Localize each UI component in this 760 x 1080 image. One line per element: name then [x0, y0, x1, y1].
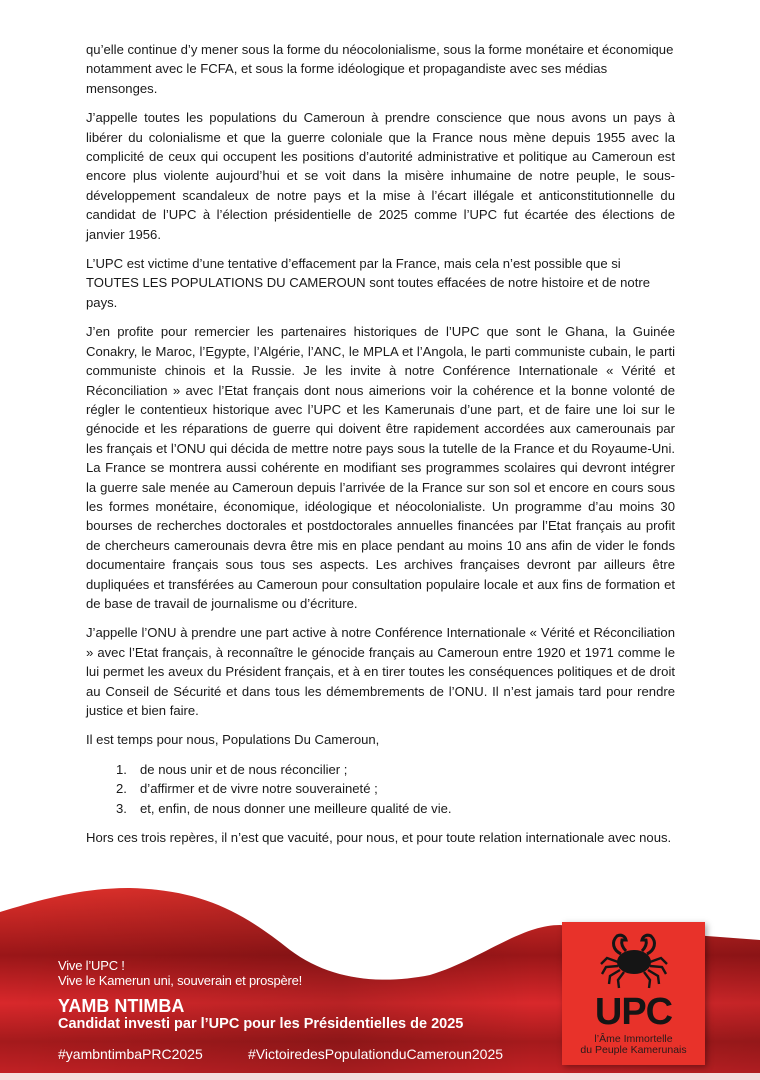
list-number: 1.	[116, 761, 127, 777]
logo-title: UPC	[594, 991, 673, 1033]
hashtag-victoire: #VictoiredesPopulationduCameroun2025	[248, 1046, 504, 1062]
upc-logo	[562, 922, 705, 1065]
list-number: 2.	[116, 781, 127, 797]
paragraph-thanks-partners: J’en profite pour remercier les partenaires historiques de l’UPC que sont le Ghana, la Guinée Conakry, le Maroc, l’Egypte, l’Algérie, l’ANC, le MPLA et l’Angola, le parti communiste cubain, le parti communiste chinois et la Russie. Je les invite à notre Conférence Internationale « Vérité et Réconciliation » avec l’Etat français dont nous aimerions voir la cohérence et la bonne volonté de régler le contentieux historique avec l’UPC et les Kamerunais d’une part, et de faire une loi sur le génocide et les réparations de guerre qui doivent être rapidement accordées aux camerounais par les français et l’ONU qui décida de mettre notre pays sous la tutelle de la France et du Royaume-Uni. La France se montrera aussi cohérente en modifiant ses programmes scolaires qui devront intégrer la guerre sale menée au Cameroun depuis l’arrivée de la France sur son sol et encore en cours sous les formes monétaire, économique, idéologique et néocolonialiste. Un programme d’au moins 30 bourses de recherches doctorales et postdoctorales annuelles financées par l’Etat français au profit de chercheurs camerounais devra être mis en place pendant au moins 10 ans afin de vider le fonds documentaire français sous tous ses aspects. Les archives françaises devront par ailleurs être dupliquées et transférées au Cameroun pour consultation populaire locale et aux fins de formation et de base de travail de journalisme ou d’écriture.	[86, 324, 675, 611]
crab-icon	[597, 932, 671, 992]
list-item	[116, 799, 675, 818]
slogans	[58, 958, 302, 988]
list-item	[116, 779, 675, 798]
paragraph-appeal-onu: J’appelle l’ONU à prendre une part active à notre Conférence Internationale « Vérité et Réconciliation » avec l’Etat français, à reconnaître le génocide français au Cameroun entre 1920 et 1971 comme le lui permet les aveux du Président français, et à en tirer toutes les conséquences politiques et de droit au Conseil de Sécurité et dans tous les démembrements de l’ONU. Il n’est jamais tard pour rendre justice et bien faire.	[86, 625, 675, 718]
candidate-name: YAMB NTIMBA	[58, 996, 185, 1016]
paragraph-closing: Hors ces trois repères, il n’est que vacuité, pour nous, et pour toute relation internationale avec nous.	[86, 830, 672, 846]
paragraph-upc-effacement: L’UPC est victime d’une tentative d’effacement par la France, mais cela n’est possible que si TOUTES LES POPULATIONS DU CAMEROUN sont toutes effacées de notre histoire et de notre pays.	[86, 256, 650, 310]
numbered-list	[86, 760, 675, 818]
logo-motto-line-2: du Peuple Kamerunais	[580, 1044, 687, 1056]
slogan-vive-upc: Vive l’UPC !	[58, 958, 125, 973]
candidate-subtitle: Candidat investi par l’UPC pour les Présidentielles de 2025	[58, 1016, 464, 1032]
list-text: et, enfin, de nous donner une meilleure qualité de vie.	[140, 800, 452, 816]
letter-body	[86, 40, 675, 857]
list-text: de nous unir et de nous réconcilier ;	[140, 761, 348, 777]
slogan-vive-kamerun: Vive le Kamerun uni, souverain et prospère!	[58, 973, 303, 988]
hashtag-yambntimba: #yambntimbaPRC2025	[58, 1046, 203, 1062]
paragraph-time-for-us: Il est temps pour nous, Populations Du Cameroun,	[86, 732, 380, 748]
list-text: d’affirmer et de vivre notre souveraineté ;	[140, 781, 378, 797]
campaign-footer-banner	[0, 880, 760, 1080]
list-number: 3.	[116, 800, 127, 816]
paragraph-neocolonialism: qu’elle continue d’y mener sous la forme du néocolonialisme, sous la forme monétaire et économique notamment avec le FCFA, et sous la forme idéologique et propagandiste avec ses médias mensonges.	[86, 42, 674, 96]
paragraph-appeal-populations: J’appelle toutes les populations du Cameroun à prendre conscience que nous avons un pays à libérer du colonialisme et que la guerre coloniale que la France nous mène depuis 1955 avec la complicité de ceux qui occupent les positions d’autorité administrative et politique au Cameroun est encore plus violente aujourd’hui et se voit dans la misère inhumaine de notre peuple, le sous-développement scandaleux de notre pays et la mise à l’écart illégale et anticonstitutionnelle du candidat de l’UPC à l’élection présidentielle de 2025 comme l’UPC fut écartée des élections de janvier 1956.	[86, 110, 675, 242]
list-item	[116, 760, 675, 779]
logo-motto-line-1: l’Âme Immortelle	[594, 1033, 673, 1045]
